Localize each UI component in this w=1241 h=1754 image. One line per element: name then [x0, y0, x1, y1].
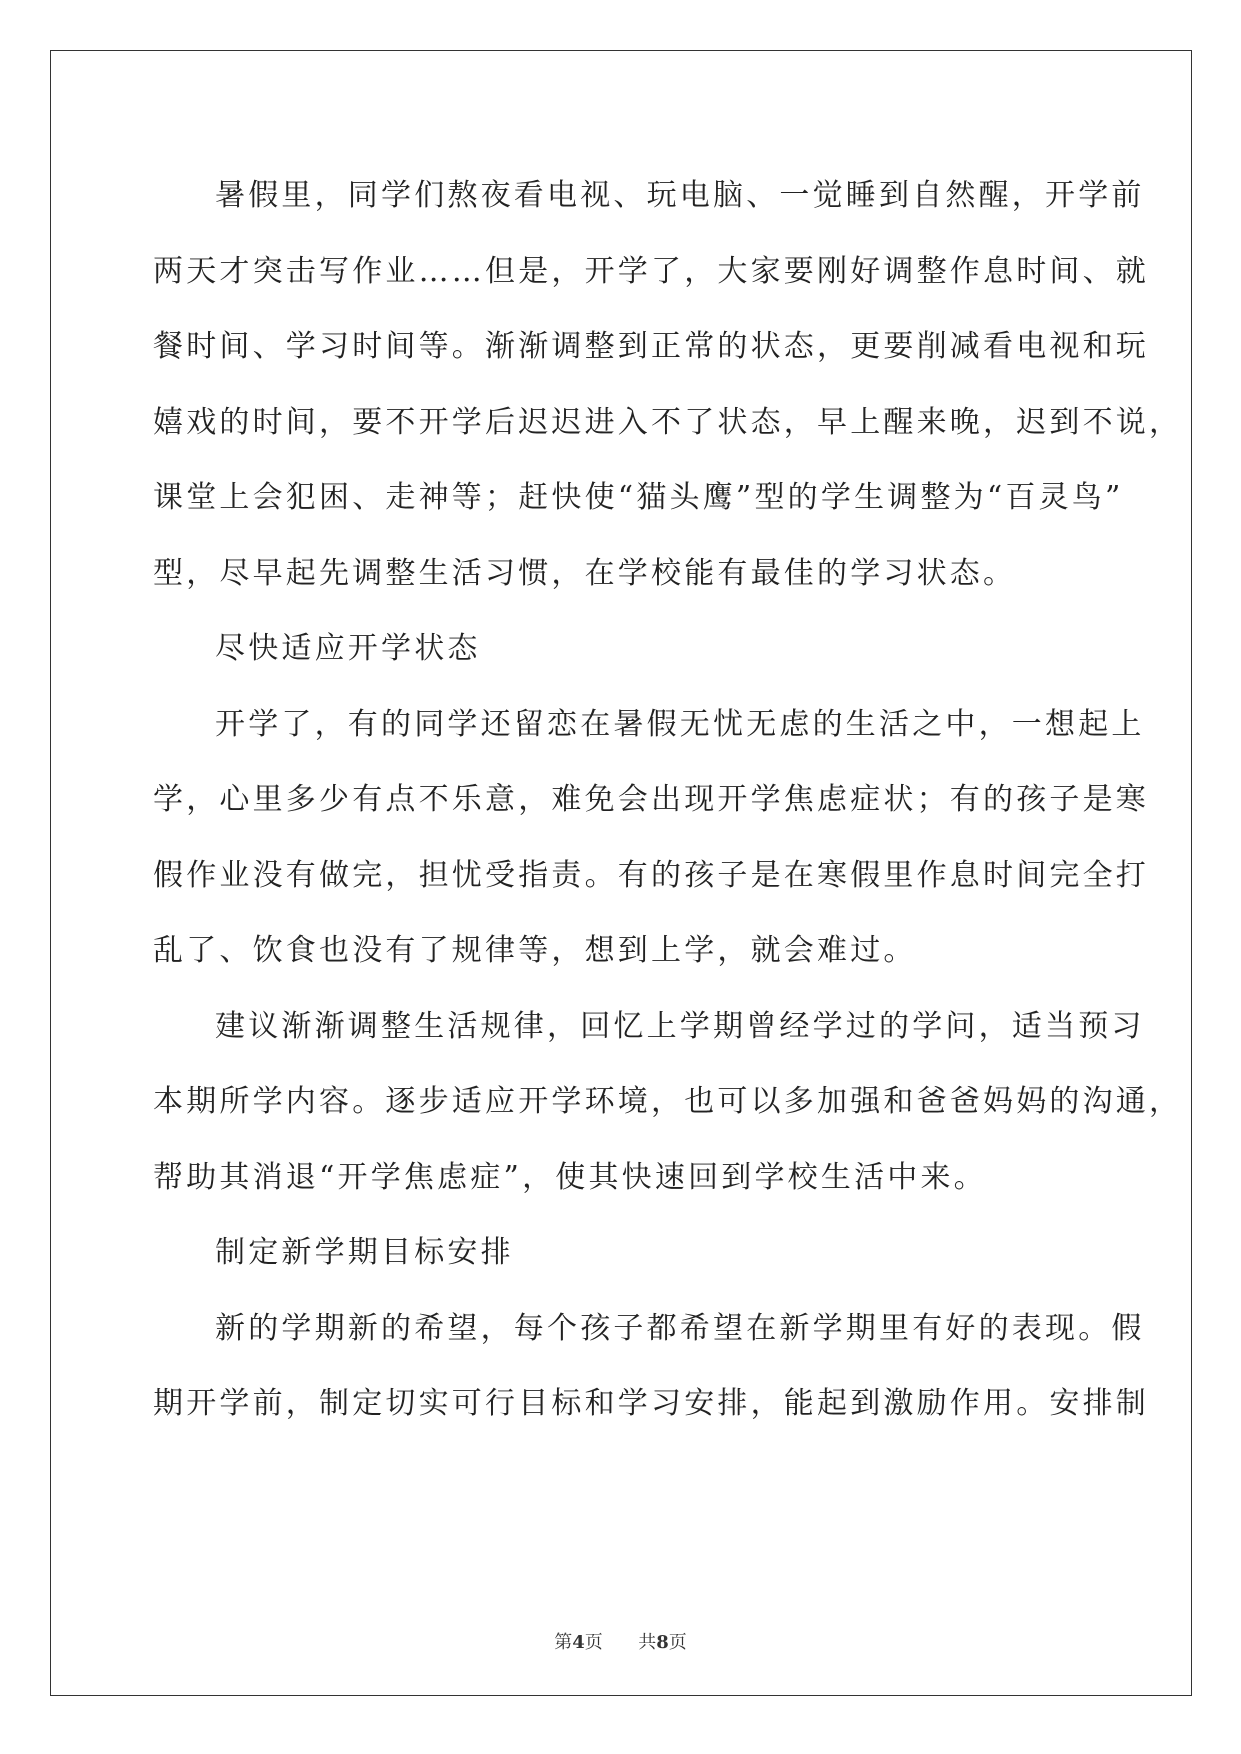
paragraph-line: 本期所学内容。逐步适应开学环境，也可以多加强和爸爸妈妈的沟通，: [153, 1084, 1183, 1119]
paragraph-line: 乱了、饮食也没有了规律等，想到上学，就会难过。: [153, 933, 917, 968]
paragraph-line: 课堂上会犯困、走神等；赶快使“猫头鹰”型的学生调整为“百灵鸟”: [153, 480, 1124, 515]
paragraph-line: 嬉戏的时间，要不开学后迟迟进入不了状态，早上醒来晚，迟到不说，: [153, 404, 1183, 440]
section-heading: 制定新学期目标安排: [215, 1235, 514, 1270]
paragraph-line: 餐时间、学习时间等。渐渐调整到正常的状态，更要削减看电视和玩: [153, 329, 1149, 364]
total-page-number: 8: [656, 1632, 669, 1653]
page-total: [638, 1632, 687, 1653]
total-prefix: 共: [638, 1632, 657, 1653]
paragraph-line: 期开学前，制定切实可行目标和学习安排，能起到激励作用。安排制: [153, 1386, 1149, 1421]
paragraph-line: 暑假里，同学们熬夜看电视、玩电脑、一觉睡到自然醒，开学前: [215, 178, 1145, 213]
paragraph-line: 两天才突击写作业……但是，开学了，大家要刚好调整作息时间、就: [153, 253, 1149, 289]
section-heading: 尽快适应开学状态: [215, 631, 481, 666]
paragraph-line: 建议渐渐调整生活规律，回忆上学期曾经学过的学问，适当预习: [215, 1008, 1145, 1044]
page-footer: [0, 1628, 1241, 1654]
paragraph-line: 新的学期新的希望，每个孩子都希望在新学期里有好的表现。假: [215, 1310, 1145, 1346]
page-prefix: 第: [554, 1632, 573, 1653]
page-number: [554, 1632, 608, 1653]
page-suffix: 页: [584, 1632, 603, 1653]
current-page-number: 4: [572, 1632, 585, 1653]
paragraph-line: 开学了，有的同学还留恋在暑假无忧无虑的生活之中，一想起上: [215, 706, 1145, 742]
paragraph-line: 学，心里多少有点不乐意，难免会出现开学焦虑症状；有的孩子是寒: [153, 782, 1149, 817]
paragraph-line: 帮助其消退“开学焦虑症”，使其快速回到学校生活中来。: [153, 1159, 987, 1195]
paragraph-line: 假作业没有做完，担忧受指责。有的孩子是在寒假里作息时间完全打: [153, 857, 1149, 893]
document-body: [153, 158, 1183, 1442]
total-suffix: 页: [668, 1632, 687, 1653]
paragraph-line: 型，尽早起先调整生活习惯，在学校能有最佳的学习状态。: [153, 555, 1017, 591]
